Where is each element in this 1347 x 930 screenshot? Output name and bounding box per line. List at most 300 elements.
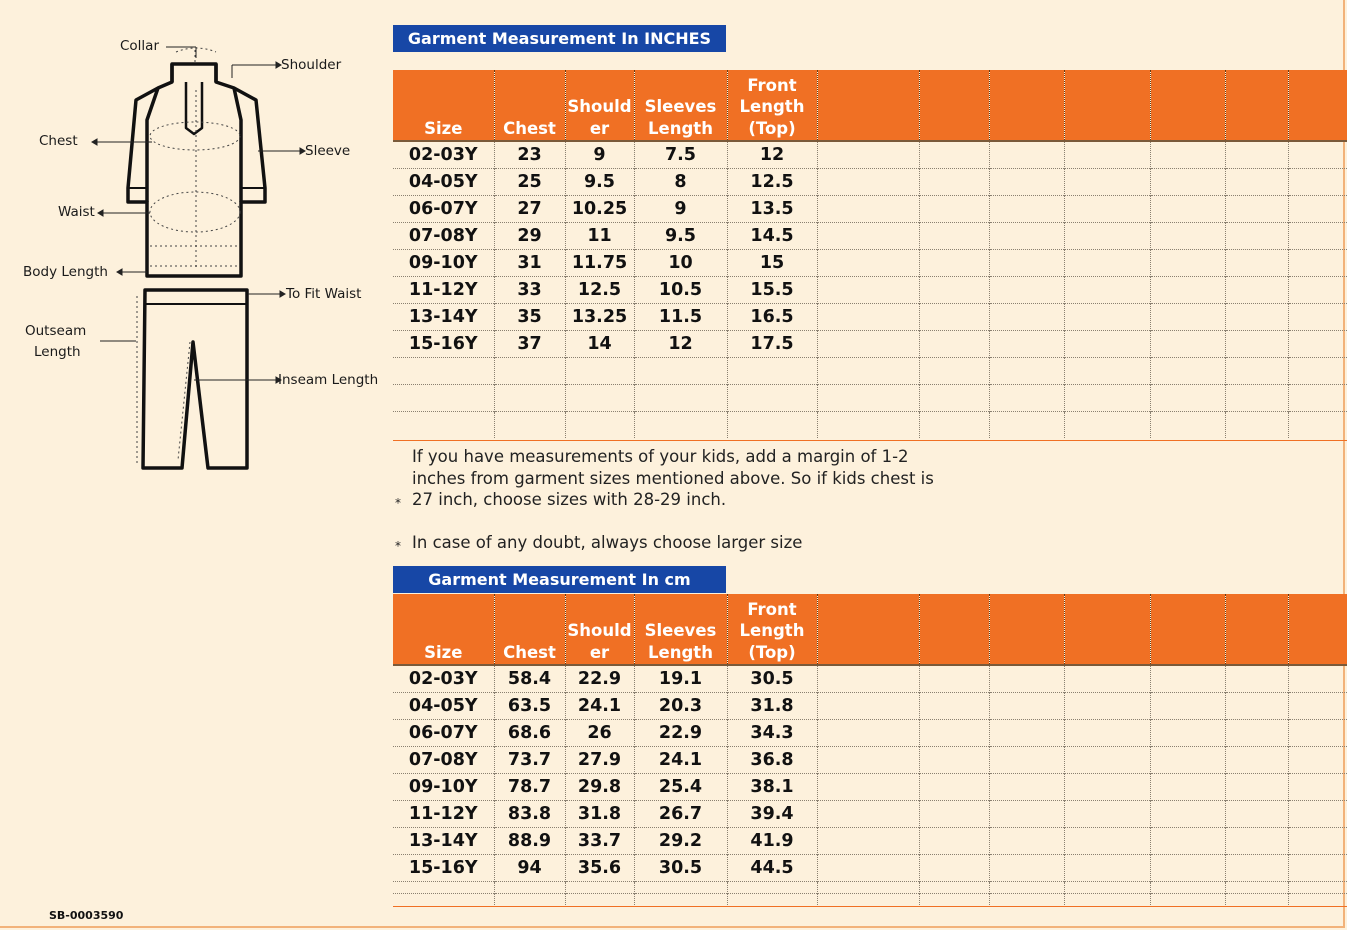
cell-sleeves-length: 29.2	[634, 828, 727, 855]
empty-cell	[989, 196, 1064, 223]
cell-sleeves-length: 8	[634, 169, 727, 196]
empty-cell	[989, 774, 1064, 801]
empty-cell	[989, 801, 1064, 828]
empty-cell	[1225, 331, 1288, 358]
empty-cell	[1064, 412, 1150, 439]
empty-cell	[1225, 882, 1288, 894]
empty-cell	[817, 385, 919, 412]
empty-cell	[565, 412, 634, 439]
empty-cell	[1288, 169, 1347, 196]
label-chest: Chest	[39, 133, 78, 149]
cell-size: 04-05Y	[393, 169, 494, 196]
empty-cell	[393, 882, 494, 894]
empty-cell	[1064, 894, 1150, 906]
empty-cell	[1064, 720, 1150, 747]
empty-cell	[1288, 882, 1347, 894]
empty-cell	[1150, 720, 1225, 747]
empty-cell	[1225, 141, 1288, 169]
empty-row	[393, 358, 1347, 385]
empty-cell	[1288, 250, 1347, 277]
empty-cell	[989, 304, 1064, 331]
cell-size: 04-05Y	[393, 693, 494, 720]
cell-chest: 33	[494, 277, 565, 304]
empty-cell	[1225, 358, 1288, 385]
cell-size: 09-10Y	[393, 250, 494, 277]
note-margin	[395, 446, 935, 511]
note-larger-size-text: In case of any doubt, always choose larger size	[412, 532, 803, 552]
table-row	[393, 331, 1347, 358]
cell-front-length: 14.5	[727, 223, 817, 250]
empty-cell	[1064, 304, 1150, 331]
cell-sleeves-length: 22.9	[634, 720, 727, 747]
table-row	[393, 304, 1347, 331]
cell-front-length: 31.8	[727, 693, 817, 720]
empty-cell	[1150, 385, 1225, 412]
cell-sleeves-length: 10	[634, 250, 727, 277]
empty-cell	[1225, 250, 1288, 277]
empty-cell	[1064, 828, 1150, 855]
empty-cell	[1288, 141, 1347, 169]
empty-cell	[989, 720, 1064, 747]
empty-cell	[727, 894, 817, 906]
table-row	[393, 747, 1347, 774]
empty-cell	[1064, 385, 1150, 412]
empty-cell	[1150, 828, 1225, 855]
cell-front-length: 12.5	[727, 169, 817, 196]
empty-cell	[393, 412, 494, 439]
bullet-star-icon: *	[395, 496, 401, 510]
inches-header-shoulder: Should er	[565, 70, 634, 141]
empty-row	[393, 882, 1347, 894]
empty-cell	[1288, 385, 1347, 412]
cell-sleeves-length: 12	[634, 331, 727, 358]
cell-size: 09-10Y	[393, 774, 494, 801]
cell-chest: 63.5	[494, 693, 565, 720]
empty-cell	[1288, 304, 1347, 331]
label-outseam-2: Length	[34, 344, 81, 360]
empty-cell	[1288, 331, 1347, 358]
cell-shoulder: 22.9	[565, 665, 634, 693]
empty-row	[393, 894, 1347, 906]
cell-size: 06-07Y	[393, 720, 494, 747]
empty-cell	[1288, 720, 1347, 747]
cell-front-length: 17.5	[727, 331, 817, 358]
empty-cell	[565, 882, 634, 894]
empty-cell	[1064, 196, 1150, 223]
cell-shoulder: 35.6	[565, 855, 634, 882]
empty-cell	[1288, 828, 1347, 855]
inches-table	[393, 70, 1347, 438]
empty-cell	[1288, 693, 1347, 720]
empty-cell	[919, 385, 989, 412]
empty-cell	[1225, 196, 1288, 223]
empty-cell	[1150, 747, 1225, 774]
cell-sleeves-length: 20.3	[634, 693, 727, 720]
empty-cell	[817, 250, 919, 277]
empty-cell	[494, 385, 565, 412]
empty-cell	[727, 412, 817, 439]
empty-cell	[634, 385, 727, 412]
cell-chest: 58.4	[494, 665, 565, 693]
cell-chest: 83.8	[494, 801, 565, 828]
empty-cell	[989, 828, 1064, 855]
cell-shoulder: 12.5	[565, 277, 634, 304]
empty-cell	[989, 693, 1064, 720]
cell-shoulder: 13.25	[565, 304, 634, 331]
empty-cell	[817, 277, 919, 304]
table-row	[393, 774, 1347, 801]
empty-cell	[817, 169, 919, 196]
cell-front-length: 39.4	[727, 801, 817, 828]
empty-cell	[1064, 358, 1150, 385]
inches-header-row	[393, 70, 1347, 141]
cell-sleeves-length: 9.5	[634, 223, 727, 250]
notes	[395, 446, 935, 553]
empty-cell	[1150, 358, 1225, 385]
empty-cell	[1288, 801, 1347, 828]
inches-header-chest: Chest	[494, 70, 565, 141]
empty-cell	[393, 894, 494, 906]
empty-cell	[1150, 774, 1225, 801]
empty-cell	[817, 828, 919, 855]
empty-cell	[919, 412, 989, 439]
cell-chest: 31	[494, 250, 565, 277]
empty-cell	[1225, 720, 1288, 747]
cell-chest: 94	[494, 855, 565, 882]
cell-size: 15-16Y	[393, 331, 494, 358]
empty-cell	[1150, 882, 1225, 894]
empty-cell	[1150, 693, 1225, 720]
empty-cell	[1064, 223, 1150, 250]
empty-cell	[919, 665, 989, 693]
empty-row	[393, 412, 1347, 439]
cm-table	[393, 594, 1347, 905]
empty-cell	[565, 358, 634, 385]
cell-size: 07-08Y	[393, 223, 494, 250]
cell-front-length: 44.5	[727, 855, 817, 882]
empty-cell	[989, 169, 1064, 196]
cell-sleeves-length: 11.5	[634, 304, 727, 331]
empty-cell	[1288, 855, 1347, 882]
cell-sleeves-length: 30.5	[634, 855, 727, 882]
cell-front-length: 36.8	[727, 747, 817, 774]
empty-cell	[817, 894, 919, 906]
cell-sleeves-length: 10.5	[634, 277, 727, 304]
empty-cell	[989, 882, 1064, 894]
cell-sleeves-length: 7.5	[634, 141, 727, 169]
note-margin-text: If you have measurements of your kids, add a margin of 1-2 inches from garment sizes mentioned above. So if kids chest is 27 inch, choose sizes with 28-29 inch.	[412, 447, 934, 509]
cm-header-shoulder: Should er	[565, 594, 634, 665]
empty-cell	[1150, 250, 1225, 277]
empty-cell	[1288, 774, 1347, 801]
cell-sleeves-length: 9	[634, 196, 727, 223]
cell-front-length: 16.5	[727, 304, 817, 331]
cm-table-bottom	[393, 906, 1347, 907]
empty-cell	[817, 774, 919, 801]
table-row	[393, 665, 1347, 693]
empty-cell	[1064, 855, 1150, 882]
cell-size: 11-12Y	[393, 277, 494, 304]
table-row	[393, 169, 1347, 196]
cell-shoulder: 31.8	[565, 801, 634, 828]
empty-cell	[919, 693, 989, 720]
empty-cell	[1225, 223, 1288, 250]
empty-cell	[919, 141, 989, 169]
empty-cell	[393, 385, 494, 412]
empty-cell	[1064, 665, 1150, 693]
empty-cell	[1225, 855, 1288, 882]
empty-cell	[1064, 169, 1150, 196]
cell-shoulder: 11	[565, 223, 634, 250]
empty-cell	[1288, 747, 1347, 774]
empty-cell	[1064, 774, 1150, 801]
cell-chest: 29	[494, 223, 565, 250]
note-larger-size	[395, 532, 935, 554]
cell-chest: 88.9	[494, 828, 565, 855]
cell-shoulder: 11.75	[565, 250, 634, 277]
empty-cell	[494, 882, 565, 894]
cell-chest: 78.7	[494, 774, 565, 801]
label-sleeve: Sleeve	[305, 143, 351, 159]
cell-sleeves-length: 25.4	[634, 774, 727, 801]
empty-cell	[1064, 141, 1150, 169]
empty-cell	[989, 665, 1064, 693]
empty-cell	[565, 385, 634, 412]
label-shoulder: Shoulder	[281, 57, 342, 73]
empty-cell	[989, 331, 1064, 358]
empty-cell	[1225, 894, 1288, 906]
cell-chest: 37	[494, 331, 565, 358]
inches-section-title: Garment Measurement In INCHES	[393, 25, 726, 52]
cell-sleeves-length: 19.1	[634, 665, 727, 693]
cell-size: 13-14Y	[393, 304, 494, 331]
empty-cell	[817, 720, 919, 747]
empty-cell	[919, 894, 989, 906]
empty-cell	[1150, 801, 1225, 828]
cell-size: 06-07Y	[393, 196, 494, 223]
empty-cell	[817, 196, 919, 223]
empty-cell	[1064, 331, 1150, 358]
empty-cell	[817, 882, 919, 894]
empty-cell	[989, 141, 1064, 169]
cell-front-length: 30.5	[727, 665, 817, 693]
empty-cell	[1288, 277, 1347, 304]
empty-cell	[1288, 412, 1347, 439]
empty-cell	[1064, 882, 1150, 894]
empty-cell	[565, 894, 634, 906]
empty-cell	[1150, 855, 1225, 882]
empty-cell	[1288, 894, 1347, 906]
label-to-fit-waist: To Fit Waist	[286, 286, 362, 302]
empty-cell	[1288, 358, 1347, 385]
empty-cell	[817, 855, 919, 882]
table-row	[393, 277, 1347, 304]
empty-cell	[919, 882, 989, 894]
empty-cell	[919, 250, 989, 277]
cell-front-length: 13.5	[727, 196, 817, 223]
empty-cell	[1288, 196, 1347, 223]
cell-front-length: 15	[727, 250, 817, 277]
empty-cell	[817, 412, 919, 439]
empty-cell	[989, 277, 1064, 304]
empty-cell	[1064, 801, 1150, 828]
inches-header-front-length: Front Length (Top)	[727, 70, 817, 141]
empty-cell	[1150, 304, 1225, 331]
empty-cell	[1288, 665, 1347, 693]
label-outseam-1: Outseam	[25, 323, 87, 339]
cell-chest: 68.6	[494, 720, 565, 747]
empty-cell	[989, 250, 1064, 277]
cell-front-length: 15.5	[727, 277, 817, 304]
cm-header-front-length: Front Length (Top)	[727, 594, 817, 665]
cell-shoulder: 14	[565, 331, 634, 358]
cell-size: 07-08Y	[393, 747, 494, 774]
empty-cell	[919, 331, 989, 358]
cell-shoulder: 9	[565, 141, 634, 169]
empty-cell	[1225, 747, 1288, 774]
table-row	[393, 801, 1347, 828]
empty-cell	[1064, 747, 1150, 774]
cell-size: 15-16Y	[393, 855, 494, 882]
empty-cell	[494, 412, 565, 439]
cell-shoulder: 9.5	[565, 169, 634, 196]
empty-cell	[634, 882, 727, 894]
empty-cell	[494, 894, 565, 906]
bullet-star-icon: *	[395, 538, 401, 553]
cell-front-length: 41.9	[727, 828, 817, 855]
kurta-pajama-illustration	[0, 0, 392, 520]
label-waist: Waist	[58, 204, 95, 220]
empty-cell	[919, 774, 989, 801]
empty-cell	[393, 358, 494, 385]
empty-cell	[494, 358, 565, 385]
empty-cell	[1225, 828, 1288, 855]
table-row	[393, 223, 1347, 250]
empty-cell	[817, 665, 919, 693]
empty-cell	[634, 412, 727, 439]
empty-cell	[919, 196, 989, 223]
table-row	[393, 141, 1347, 169]
empty-cell	[1225, 385, 1288, 412]
empty-cell	[634, 358, 727, 385]
empty-cell	[919, 277, 989, 304]
label-collar: Collar	[120, 38, 160, 54]
empty-cell	[1225, 774, 1288, 801]
empty-cell	[919, 855, 989, 882]
empty-cell	[989, 855, 1064, 882]
empty-cell	[817, 304, 919, 331]
empty-cell	[817, 747, 919, 774]
empty-cell	[919, 304, 989, 331]
cm-table-body	[393, 665, 1347, 905]
empty-cell	[1064, 250, 1150, 277]
cm-header-sleeves-length: Sleeves Length	[634, 594, 727, 665]
cm-header-row	[393, 594, 1347, 665]
empty-cell	[634, 894, 727, 906]
inches-header-sleeves-length: Sleeves Length	[634, 70, 727, 141]
empty-cell	[1225, 277, 1288, 304]
cell-shoulder: 24.1	[565, 693, 634, 720]
inches-table-body	[393, 141, 1347, 438]
empty-cell	[817, 331, 919, 358]
empty-cell	[989, 412, 1064, 439]
empty-cell	[919, 747, 989, 774]
cell-shoulder: 26	[565, 720, 634, 747]
empty-cell	[989, 747, 1064, 774]
cell-front-length: 38.1	[727, 774, 817, 801]
table-row	[393, 196, 1347, 223]
label-body-length: Body Length	[23, 264, 108, 280]
empty-cell	[919, 358, 989, 385]
empty-cell	[1288, 223, 1347, 250]
empty-cell	[1150, 169, 1225, 196]
table-row	[393, 250, 1347, 277]
cm-header-size: Size	[393, 594, 494, 665]
table-row	[393, 828, 1347, 855]
empty-cell	[817, 141, 919, 169]
cell-chest: 73.7	[494, 747, 565, 774]
label-inseam-length: Inseam Length	[278, 372, 379, 388]
empty-cell	[919, 169, 989, 196]
cell-shoulder: 33.7	[565, 828, 634, 855]
empty-cell	[989, 385, 1064, 412]
empty-cell	[919, 720, 989, 747]
empty-cell	[817, 693, 919, 720]
cell-shoulder: 29.8	[565, 774, 634, 801]
cell-chest: 23	[494, 141, 565, 169]
cell-front-length: 34.3	[727, 720, 817, 747]
empty-cell	[989, 894, 1064, 906]
cell-chest: 35	[494, 304, 565, 331]
cell-size: 02-03Y	[393, 665, 494, 693]
empty-cell	[727, 882, 817, 894]
cell-front-length: 12	[727, 141, 817, 169]
empty-cell	[1225, 665, 1288, 693]
empty-cell	[817, 801, 919, 828]
cell-chest: 27	[494, 196, 565, 223]
cm-header-chest: Chest	[494, 594, 565, 665]
empty-cell	[1150, 665, 1225, 693]
empty-cell	[1150, 223, 1225, 250]
empty-cell	[817, 223, 919, 250]
empty-cell	[1150, 331, 1225, 358]
empty-cell	[989, 223, 1064, 250]
empty-cell	[1150, 894, 1225, 906]
empty-cell	[1225, 169, 1288, 196]
cell-sleeves-length: 24.1	[634, 747, 727, 774]
cell-shoulder: 27.9	[565, 747, 634, 774]
cell-size: 13-14Y	[393, 828, 494, 855]
empty-cell	[1064, 693, 1150, 720]
table-row	[393, 693, 1347, 720]
table-row	[393, 720, 1347, 747]
table-row	[393, 855, 1347, 882]
empty-cell	[727, 385, 817, 412]
empty-cell	[919, 801, 989, 828]
cell-sleeves-length: 26.7	[634, 801, 727, 828]
empty-cell	[1225, 412, 1288, 439]
empty-cell	[1225, 801, 1288, 828]
cell-shoulder: 10.25	[565, 196, 634, 223]
empty-cell	[919, 223, 989, 250]
empty-cell	[1150, 277, 1225, 304]
garment-diagram	[0, 0, 392, 520]
cm-section-title: Garment Measurement In cm	[393, 566, 726, 593]
empty-cell	[1225, 693, 1288, 720]
empty-cell	[989, 358, 1064, 385]
empty-cell	[1064, 277, 1150, 304]
product-code: SB-0003590	[49, 909, 124, 922]
